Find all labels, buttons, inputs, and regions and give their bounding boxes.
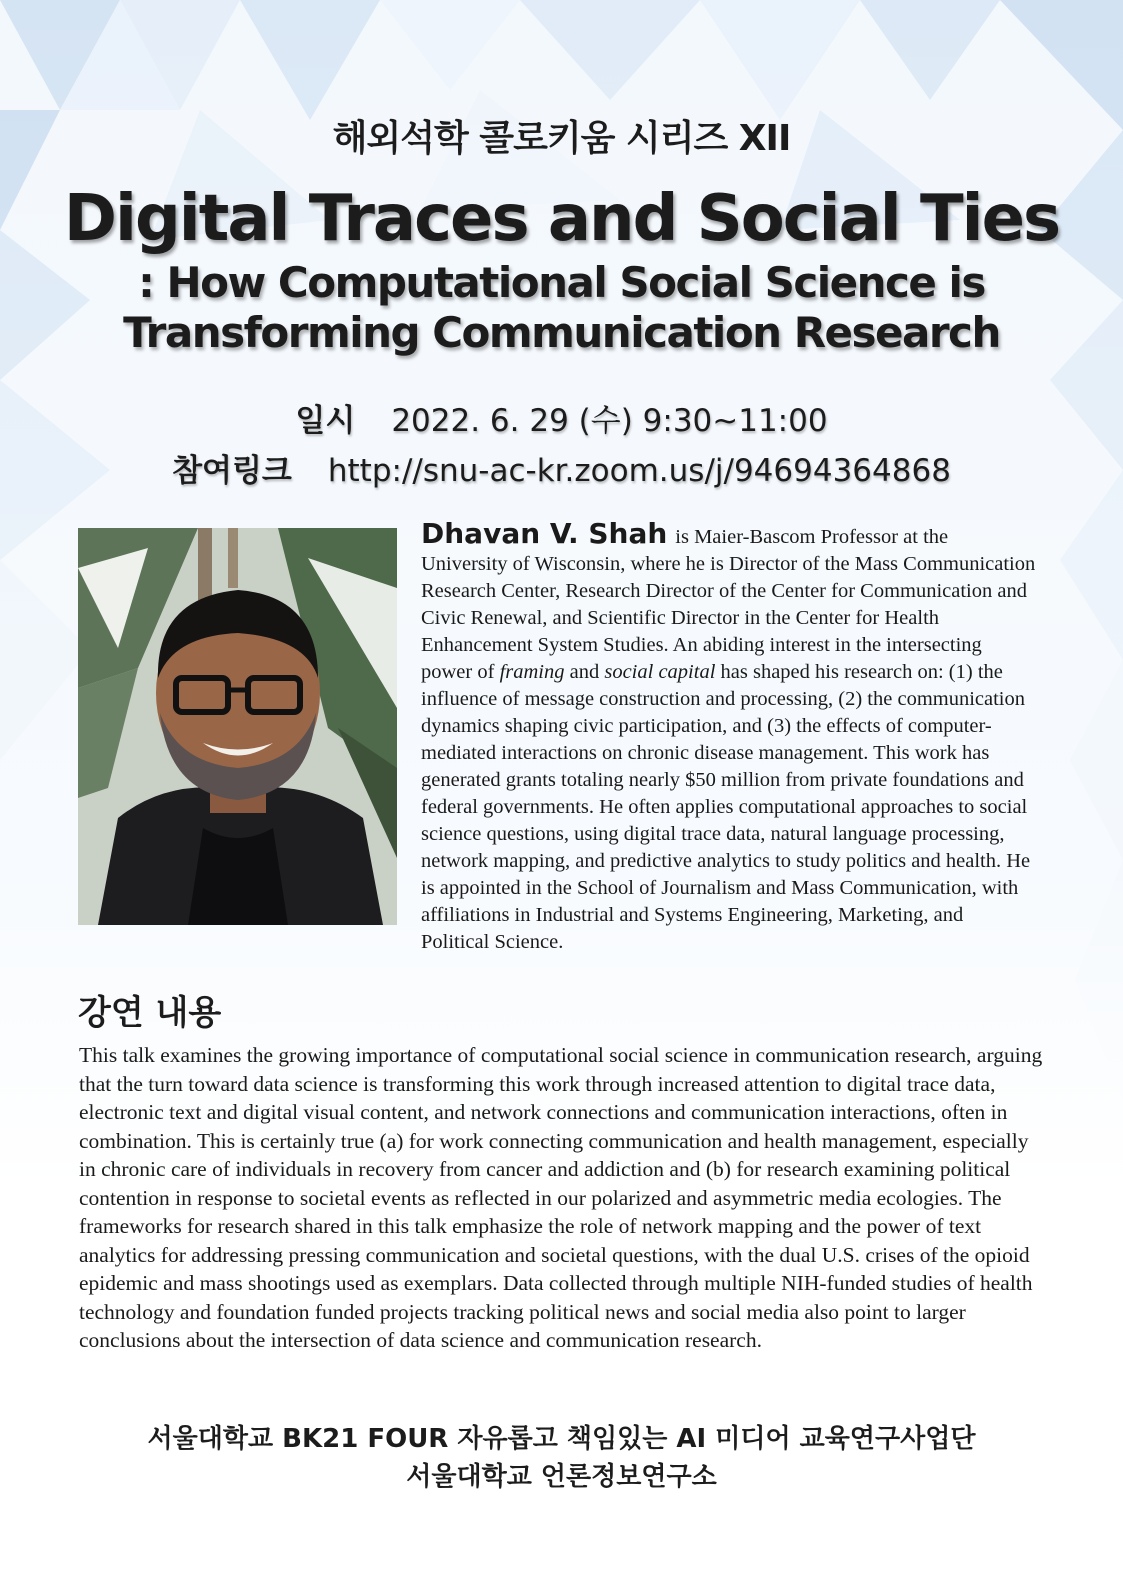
- zoom-link[interactable]: http://snu-ac-kr.zoom.us/j/94694364868: [327, 453, 951, 489]
- date-row: [0, 395, 1123, 440]
- link-label: 참여링크: [172, 453, 292, 489]
- date-value: 2022. 6. 29 (수) 9:30~11:00: [391, 403, 828, 439]
- organizer-line-1: 서울대학교 BK21 FOUR 자유롭고 책임있는 AI 미디어 교육연구사업단: [147, 1424, 976, 1454]
- bio-term-social-capital: social capital: [604, 661, 716, 683]
- speaker-portrait-illustration: [78, 528, 397, 925]
- speaker-name: Dhavan V. Shah: [421, 517, 668, 550]
- bio-text-2: has shaped his research on: (1) the influence of message construction and processing, (2) the communication dynamics shaping civic participation, and (3) the effects of computer-mediated interactions on chronic disease management. This work has generated grants totaling nearly $50 million from private foundations and federal governments. He often applies computational approaches to social science questions, using digital trace data, natural language processing, network mapping, and predictive analytics to study politics and health. He is appointed in the School of Journalism and Mass Communication, with affiliations in Industrial and Systems Engineering, Marketing, and Political Science.: [421, 661, 1031, 953]
- organizer-footer: [0, 1420, 1123, 1496]
- bio-text-1: is Maier-Bascom Professor at the University of Wisconsin, where he is Director of the Mass Communication Research Center, Research Director of the Center for Communication and Civic Renewal, and Scientific Director in the Center for Health Enhancement System Studies. An abiding interest in the intersecting power of: [421, 526, 1036, 683]
- speaker-photo: [78, 528, 397, 925]
- bio-term-framing: framing: [499, 661, 565, 683]
- event-title: Digital Traces and Social Ties: [63, 182, 1060, 256]
- bio-text-and: and: [564, 661, 605, 683]
- subtitle-line-2: Transforming Communication Research: [123, 308, 1000, 357]
- link-row: [0, 445, 1123, 490]
- lecture-abstract: This talk examines the growing importance of computational social science in communication research, arguing that the turn toward data science is transforming this work through increased attention to digital trace data, electronic text and digital visual content, and network connections and communication interactions, often in combination. This is certainly true (a) for work connecting communication and health management, especially in chronic care of individuals in recovery from cancer and addiction and (b) for research examining political contention in response to societal events as reflected in our polarized and asymmetric media ecologies. The frameworks for research shared in this talk emphasize the role of network mapping and the power of text analytics for addressing pressing communication and societal questions, with the dual U.S. crises of the opioid epidemic and mass shootings used as exemplars. Data collected through multiple NIH-funded studies of health technology and foundation funded projects tracking political news and social media also point to larger conclusions about the intersection of data science and communication research.: [79, 1043, 1043, 1352]
- subtitle-line-1: : How Computational Social Science is: [138, 258, 985, 307]
- speaker-bio: [421, 517, 1036, 956]
- series-label: 해외석학 콜로키움 시리즈 XII: [332, 118, 791, 159]
- lecture-heading: 강연 내용: [78, 993, 222, 1033]
- event-subtitle: [0, 258, 1123, 358]
- organizer-line-2: 서울대학교 언론정보연구소: [406, 1462, 717, 1492]
- date-label: 일시: [295, 403, 356, 439]
